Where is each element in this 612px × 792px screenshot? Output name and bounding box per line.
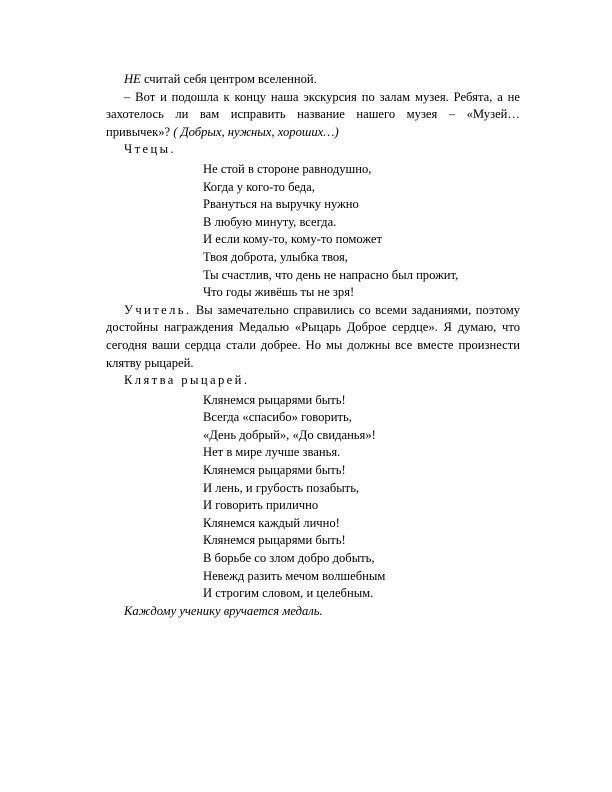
oath-line: Клянемся рыцарями быть!	[203, 463, 346, 478]
poem-line: Ты счастлив, что день не напрасно был прожит,	[203, 267, 459, 282]
intro-lead-italic: НЕ	[124, 72, 141, 86]
oath-line: Невежд разить мечом волшебным	[203, 568, 386, 583]
poem-line: Твоя доброта, улыбка твоя,	[203, 249, 348, 264]
poem-line: Рвануться на выручку нужно	[203, 197, 359, 212]
oath-line: Нет в мире лучше званья.	[203, 445, 341, 460]
narration-paragraph	[106, 89, 520, 142]
oath-heading	[106, 372, 520, 390]
narration-italic-note: ( Добрых, нужных, хороших…)	[173, 124, 339, 139]
intro-lead-rest: считай себя центром вселенной.	[140, 72, 317, 86]
oath-line: В борьбе со злом добро добыть,	[203, 551, 375, 566]
teacher-label: Учитель.	[124, 302, 192, 317]
readers-poem	[106, 161, 520, 302]
poem-line: Не стой в стороне равнодушно,	[203, 161, 372, 176]
oath-line: И говорить прилично	[203, 498, 319, 513]
intro-paragraph	[106, 71, 520, 89]
poem-line: Что годы живёшь ты не зря!	[203, 285, 355, 300]
oath-line: Клянемся рыцарями быть!	[203, 533, 346, 548]
poem-line: И если кому-то, кому-то поможет	[203, 232, 382, 247]
document-body	[106, 71, 520, 620]
poem-line: В любую минуту, всегда.	[203, 214, 337, 229]
readers-heading	[106, 141, 520, 159]
oath-label: Клятва рыцарей.	[124, 373, 250, 388]
poem-line: Когда у кого-то беда,	[203, 179, 315, 194]
closing-stage-direction: Каждому ученику вручается медаль.	[124, 603, 323, 618]
oath-line: «День добрый», «До свиданья»!	[203, 427, 376, 442]
teacher-paragraph	[106, 302, 520, 372]
oath-line: Клянемся рыцарями быть!	[203, 392, 346, 407]
oath-line: И строгим словом, и целебным.	[203, 586, 374, 601]
readers-label: Чтецы.	[124, 142, 177, 157]
oath-line: Всегда «спасибо» говорить,	[203, 410, 352, 425]
oath-poem	[106, 392, 520, 603]
teacher-text: Вы замечательно справились со всеми заданиями, поэтому достойны награждения Медалью «Рыцарь Доброе сердце». Я думаю, что сегодня ваши сердца стали добрее. Но мы должны все вместе произнести клятву рыцарей.	[106, 302, 520, 370]
narration-text: – Вот и подошла к концу наша экскурсия по залам музея. Ребята, а не захотелось ли вам исправить название нашего музея – «Музей… привычек»?	[106, 89, 520, 139]
oath-line: И лень, и грубость позабыть,	[203, 480, 360, 495]
oath-line: Клянемся каждый лично!	[203, 515, 340, 530]
